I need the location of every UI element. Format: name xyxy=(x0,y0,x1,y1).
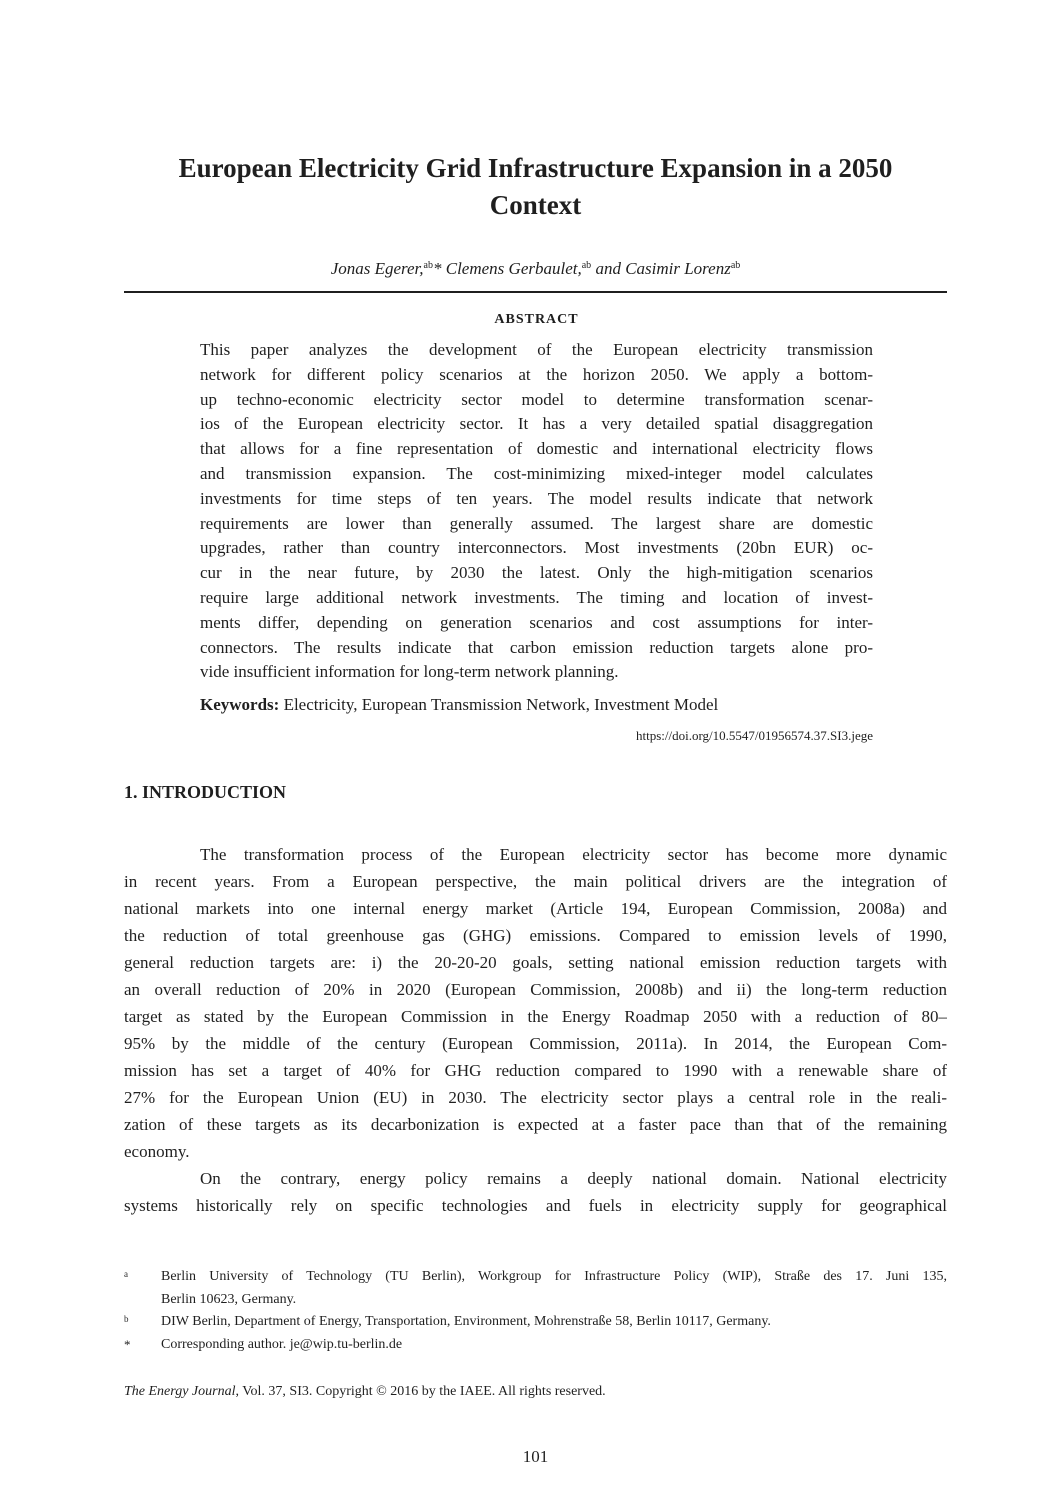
journal-name: The Energy Journal xyxy=(124,1384,236,1399)
footnotes xyxy=(124,1266,947,1356)
abstract-line: network for different policy scenarios at the horizon 2050. We apply a bottom- xyxy=(200,364,873,384)
footnote xyxy=(124,1311,947,1334)
body-line: national markets into one internal energy market (Article 194, European Commission, 2008a) and xyxy=(124,899,947,918)
body-line: in recent years. From a European perspective, the main political drivers are the integration of xyxy=(124,872,947,891)
corresponding-mark: * xyxy=(433,259,442,278)
footnote-mark: b xyxy=(124,1314,129,1324)
header-divider xyxy=(124,291,947,293)
abstract-line: upgrades, rather than country interconnectors. Most investments (20bn EUR) oc- xyxy=(200,538,873,558)
author-name: and Casimir Lorenz xyxy=(595,259,731,278)
author-affiliation: ab xyxy=(423,260,433,271)
author-affiliation: ab xyxy=(581,260,592,271)
abstract-line: connectors. The results indicate that carbon emission reduction targets alone pro- xyxy=(200,637,873,657)
abstract-line: investments for time steps of ten years. The model results indicate that network xyxy=(200,488,873,508)
author-list xyxy=(120,258,951,280)
footnote xyxy=(124,1266,947,1311)
abstract-line: that allows for a fine representation of domestic and international electricity flows xyxy=(200,439,873,459)
body-line: zation of these targets as its decarbonization is expected at a faster pace than that of the remaining xyxy=(124,1115,947,1134)
footnote-mark: a xyxy=(124,1269,128,1279)
introduction-text xyxy=(124,841,947,1219)
page-number: 101 xyxy=(522,1447,549,1466)
keywords-text: Electricity, European Transmission Network, Investment Model xyxy=(279,695,719,714)
abstract-line: ments differ, depending on generation scenarios and cost assumptions for inter- xyxy=(200,612,873,632)
journal-copyright: , Vol. 37, SI3. Copyright © 2016 by the IAEE. All rights reserved. xyxy=(235,1384,606,1399)
body-line: The transformation process of the European electricity sector has become more dynamic xyxy=(200,845,947,864)
footnote-line: Berlin 10623, Germany. xyxy=(161,1291,297,1307)
abstract-text xyxy=(200,338,873,685)
footnote-line: Corresponding author. je@wip.tu-berlin.de xyxy=(161,1336,403,1352)
abstract-line: and transmission expansion. The cost-minimizing mixed-integer model calculates xyxy=(200,463,873,483)
section-heading: 1. INTRODUCTION xyxy=(124,782,287,802)
body-line: systems historically rely on specific technologies and fuels in electricity supply for geographical xyxy=(124,1196,947,1215)
author-name: Jonas Egerer, xyxy=(330,259,424,278)
footnote-line: DIW Berlin, Department of Energy, Transportation, Environment, Mohrenstraße 58, Berlin 10117, Germany. xyxy=(161,1314,771,1329)
keywords xyxy=(200,693,873,717)
abstract-line: requirements are lower than generally assumed. The largest share are domestic xyxy=(200,513,873,533)
abstract-line: cur in the near future, by 2030 the latest. Only the high-mitigation scenarios xyxy=(200,563,873,583)
body-line: general reduction targets are: i) the 20-20-20 goals, setting national emission reduction targets with xyxy=(124,953,947,972)
keywords-label: Keywords: xyxy=(200,695,280,714)
author-affiliation: ab xyxy=(730,260,741,271)
body-line: On the contrary, energy policy remains a deeply national domain. National electricity xyxy=(200,1169,947,1188)
body-line: the reduction of total greenhouse gas (GHG) emissions. Compared to emission levels of 1990, xyxy=(124,926,947,945)
paper-title xyxy=(120,150,951,224)
body-line: target as stated by the European Commission in the Energy Roadmap 2050 with a reduction of 80– xyxy=(124,1007,947,1026)
footnote-line: Berlin University of Technology (TU Berlin), Workgroup for Infrastructure Policy (WIP), Straße des 17. Juni 135, xyxy=(161,1269,947,1284)
body-line: economy. xyxy=(124,1142,190,1161)
abstract-heading: ABSTRACT xyxy=(494,312,579,327)
body-line: mission has set a target of 40% for GHG reduction compared to 1990 with a renewable share of xyxy=(124,1061,947,1080)
body-line: 27% for the European Union (EU) in 2030. The electricity sector plays a central role in the reali- xyxy=(124,1088,947,1107)
title-line: European Electricity Grid Infrastructure Expansion in a 2050 xyxy=(178,153,893,183)
body-line: an overall reduction of 20% in 2020 (European Commission, 2008b) and ii) the long-term reduction xyxy=(124,980,947,999)
footnote xyxy=(124,1334,947,1357)
author-name: Clemens Gerbaulet, xyxy=(445,259,582,278)
abstract-line: up techno-economic electricity sector model to determine transformation scenar- xyxy=(200,389,873,409)
journal-citation xyxy=(124,1382,947,1402)
abstract-line: require large additional network investments. The timing and location of invest- xyxy=(200,587,873,607)
doi-link[interactable]: https://doi.org/10.5547/01956574.37.SI3.jege xyxy=(635,728,873,743)
abstract-line: vide insufficient information for long-term network planning. xyxy=(200,662,619,682)
abstract-line: This paper analyzes the development of the European electricity transmission xyxy=(200,340,873,359)
footnote-mark: * xyxy=(124,1336,131,1352)
body-line: 95% by the middle of the century (European Commission, 2011a). In 2014, the European Com- xyxy=(124,1034,947,1053)
abstract-line: ios of the European electricity sector. It has a very detailed spatial disaggregation xyxy=(200,414,873,434)
title-line: Context xyxy=(489,190,582,220)
